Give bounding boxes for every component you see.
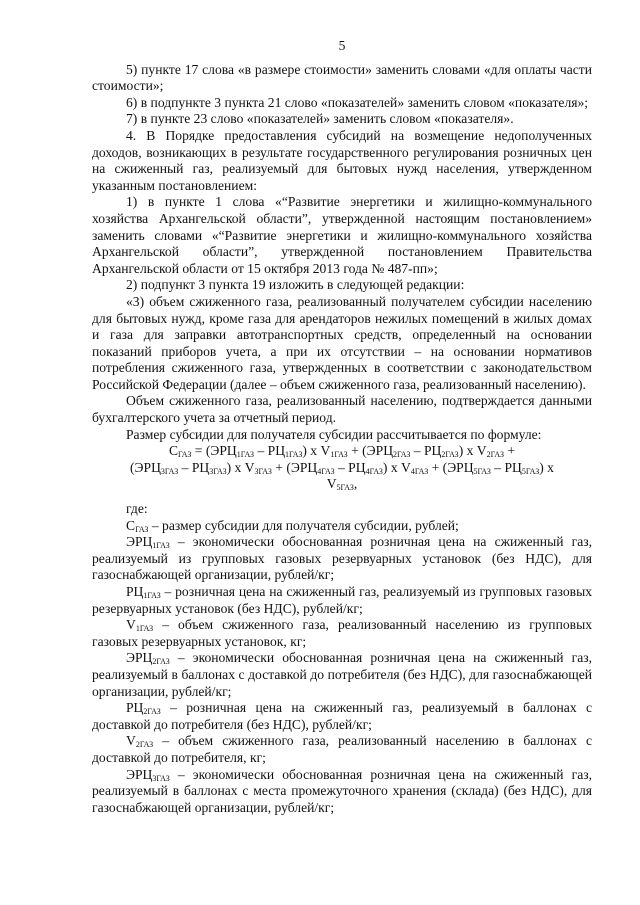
- definition-v-1: $V_{1ГАЗ}$ – объем сжиженного газа, реализованный населению из групповых газовых резервуарных установок, кг;: [92, 617, 592, 649]
- definition-erc-1: $ЭРЦ_{1ГАЗ}$ – экономически обоснованная розничная цена на сжиженный газ, реализуемый из групповых газовых резервуарных установок (без НДС), для газоснабжающей организации, рублей/кг;: [92, 534, 592, 583]
- paragraph-volume: Объем сжиженного газа, реализованный населению, подтверждается данными бухгалтерского учета за отчетный период.: [92, 393, 592, 426]
- formula-line-1: $С_{ГАЗ} = (ЭРЦ_{1ГАЗ} - РЦ_{1ГАЗ})$ х $V_{1ГАЗ} + (ЭРЦ_{2ГАЗ} - РЦ_{2ГАЗ})$ х $V_{2ГАЗ}$ +: [168, 443, 516, 460]
- paragraph-section-4: 4. В Порядке предоставления субсидий на возмещение недополученных доходов, возникающих в результате государственного регулирования розничных цен на сжиженный газ, реализуемый для бытовых нужд населения, утвержденном указанным постановлением:: [92, 127, 592, 193]
- definition-v-2: $V_{2ГАЗ}$ – объем сжиженного газа, реализованный населению в баллонах с доставкой до потребителя, кг;: [92, 733, 592, 765]
- definition-c-gaz: $С_{ГАЗ}$ – размер субсидии для получателя субсидии, рублей;: [126, 517, 459, 534]
- formula-line-2: $(ЭРЦ_{3ГАЗ} - РЦ_{3ГАЗ})$ х $V_{3ГАЗ} + (ЭРЦ_{4ГАЗ} - РЦ_{4ГАЗ})$ х $V_{4ГАЗ} + (ЭРЦ_{5ГАЗ} - РЦ_{5ГАЗ})$ х: [130, 459, 554, 476]
- paragraph-item-5: 5) пункте 17 слова «в размере стоимости» заменить словами «для оплаты части стоимости»;: [92, 61, 592, 94]
- where-label: где:: [126, 501, 148, 517]
- paragraph-item-6: 6) в подпункте 3 пункта 21 слово «показателей» заменить словом «показателя»;: [126, 94, 589, 110]
- formula-line-3: $V_{5ГАЗ}$,: [326, 476, 358, 493]
- definition-rc-1: $РЦ_{1ГАЗ}$ – розничная цена на сжиженный газ, реализуемый из групповых газовых резервуарных установок (без НДС), рублей/кг;: [92, 584, 592, 616]
- definition-erc-3: $ЭРЦ_{3ГАЗ}$ – экономически обоснованная розничная цена на сжиженный газ, реализуемый в баллонах с места промежуточного хранения (склада) (без НДС), для газоснабжающей организации, рублей/кг;: [92, 766, 592, 815]
- definition-rc-2: $РЦ_{2ГАЗ}$ – розничная цена на сжиженный газ, реализуемый в баллонах с доставкой до потребителя (без НДС), рублей/кг;: [92, 700, 592, 732]
- paragraph-formula-intro: Размер субсидии для получателя субсидии рассчитывается по формуле:: [126, 426, 542, 442]
- paragraph-sub-2: 2) подпункт 3 пункта 19 изложить в следующей редакции:: [126, 277, 465, 293]
- paragraph-quote-3: «3) объем сжиженного газа, реализованный получателем субсидии населению для бытовых нужд, кроме газа для арендаторов нежилых помещений в жилых домах и газа для заправки автотранспортных средств, определенный на основании показаний приборов учета, а при их отсутствии – на основании нормативов потребления сжиженного газа, утвержденных в соответствии с законодательством Российской Федерации (далее – объем сжиженного газа, реализованный населению).: [92, 293, 592, 392]
- paragraph-sub-1: 1) в пункте 1 слова «“Развитие энергетики и жилищно-коммунального хозяйства Архангельской области”, утвержденной настоящим постановлением» заменить словами «“Развитие энергетики и жилищно-коммунального хозяйства Архангельской области”, утвержденной постановлением Правительства Архангельской области от 15 октября 2013 года № 487-пп»;: [92, 194, 592, 276]
- definition-erc-2: $ЭРЦ_{2ГАЗ}$ – экономически обоснованная розничная цена на сжиженный газ, реализуемый в баллонах с доставкой до потребителя (без НДС), для газоснабжающей организации, рублей/кг;: [92, 650, 592, 699]
- page-number: 5: [338, 38, 346, 53]
- paragraph-item-7: 7) в пункте 23 слово «показателей» заменить словом «показателя».: [126, 111, 514, 127]
